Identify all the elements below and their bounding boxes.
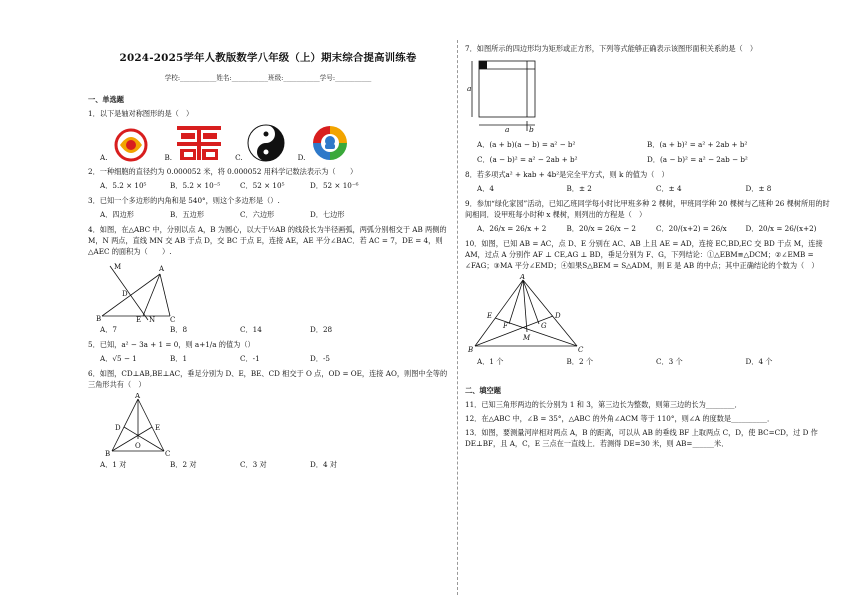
- figure-q10: [465, 274, 595, 354]
- q6-option-b: B．2 对: [170, 460, 197, 469]
- fig6-label-b: B: [105, 450, 111, 457]
- q1-option-b: B.: [164, 153, 173, 162]
- figure-q6: [104, 393, 174, 457]
- q5-option-a: A．√5 − 1: [100, 354, 137, 363]
- q3-option-b: B．五边形: [170, 210, 205, 219]
- q6-option-d: D．4 对: [310, 460, 337, 469]
- question-4: 4．如图，在△ABC 中，分别以点 A，B 为圆心，以大于½AB 的线段长为半径画弧，两弧分别相交于 AB 两侧的 M，N 两点，直线 MN 交 AB 于点 D，交 BC 于点 E，连接 AE，AE 平分∠BAC．若 AC = 7，DE = 4，则△AEC 的面积为（ ）.: [88, 225, 447, 256]
- fig10-label-c: C: [578, 346, 584, 354]
- q2-option-c: C．52 × 10⁵: [240, 181, 285, 190]
- question-1: 1．以下是轴对称图形的是（ ）: [88, 109, 194, 118]
- question-6: 6．如图，CD⊥AB,BE⊥AC，垂足分别为 D、E，BE、CD 相交于 O 点，OD = OE，连接 AO，则图中全等的三角形共有（ ）: [88, 369, 448, 389]
- fig7-label-b-top: b: [481, 61, 486, 70]
- question-10: 10．如图，已知 AB = AC，点 D、E 分别在 AC、AB 上且 AE = AD，连接 EC,BD,EC 交 BD 于点 M，连接 AM，过点 A 分别作 AF ⊥ CE,AG ⊥ BD，垂足分别为 F、G，下列结论：①△EBM≌△DCM；②∠EMB = ∠FAG；③MA 平分∠EMD；④如果S△BEM = S△ADM，则 E 是 AB 的中点；其中正确结论的个数为（ ）: [465, 239, 823, 270]
- fig10-label-f: F: [503, 322, 508, 330]
- question-3: 3．已知一个多边形的内角和是 540°，则这个多边形是（）.: [88, 196, 280, 205]
- q9-option-c: C．20/(x+2) = 26/x: [656, 224, 727, 233]
- fig10-label-e: E: [487, 312, 493, 320]
- q10-option-a: A．1 个: [477, 357, 504, 366]
- q4-option-a: A．7: [100, 325, 117, 334]
- q2-options: [100, 180, 448, 191]
- question-8: 8．若多项式a² + kab + 4b²是完全平方式，则 k 的值为（ ）: [465, 170, 669, 179]
- section-fill-in: 二、填空题: [465, 386, 501, 395]
- q8-option-d: D．± 8: [745, 184, 772, 193]
- fig4-label-d: D: [122, 290, 128, 298]
- q5-option-b: B．1: [170, 354, 188, 363]
- section-single-choice: 一、单选题: [88, 95, 124, 104]
- fig4-label-e: E: [136, 316, 142, 322]
- question-7: 7．如图所示的四边形均为矩形或正方形，下列等式能够正确表示该图形面积关系的是（ ）: [465, 44, 758, 53]
- q9-options: [477, 223, 835, 234]
- fig6-label-o: O: [135, 442, 141, 450]
- fig4-label-c: C: [170, 316, 176, 322]
- q4-option-c: C．14: [240, 325, 262, 334]
- q7-option-d: D．(a − b)² = a² − 2ab − b²: [647, 155, 748, 164]
- right-column: [465, 40, 835, 452]
- question-5: 5．已知，a² − 3a + 1 = 0，则 a+1/a 的值为（）: [88, 340, 255, 349]
- q8-option-b: B．± 2: [566, 184, 592, 193]
- q6-option-c: C．3 对: [240, 460, 267, 469]
- figure-q4: [96, 260, 186, 322]
- question-2: 2．一种细胞的直径约为 0.000052 米，将 0.000052 用科学记数法表示为（ ）: [88, 167, 358, 176]
- fig7-label-a-left: a: [467, 84, 472, 93]
- q5-option-d: D．-5: [310, 354, 330, 363]
- fig10-label-m: M: [523, 334, 531, 342]
- q3-options: [100, 209, 448, 220]
- column-divider: [457, 40, 458, 595]
- fig7-label-a-bottom: a: [505, 125, 510, 134]
- fig4-label-m: M: [114, 263, 122, 271]
- q1-options: [100, 123, 448, 163]
- q10-option-b: B．2 个: [566, 357, 594, 366]
- question-13: 13．如图，要测量河岸相对两点 A，B 的距离，可以从 AB 的垂线 BF 上取两点 C，D，使 BC=CD，过 D 作 DE⊥BF，且 A，C，E 三点在一直线上．若测得 DE=30 米，则 AB=______米．: [465, 428, 818, 448]
- q4-option-b: B．8: [170, 325, 188, 334]
- fig10-label-a: A: [520, 274, 526, 281]
- q6-options: [100, 459, 448, 470]
- q3-option-a: A．四边形: [100, 210, 134, 219]
- q9-option-d: D．20/x = 26/(x+2): [745, 224, 817, 233]
- fig6-label-c: C: [165, 450, 171, 457]
- q7-option-b: B．(a + b)² = a² + 2ab + b²: [647, 140, 748, 149]
- student-info-line: 学校:___________姓名:___________班级:___________学号:___________: [164, 74, 372, 82]
- q7-options-row1: [477, 139, 835, 150]
- fig10-label-d: D: [555, 312, 561, 320]
- q2-option-d: D．52 × 10⁻⁶: [310, 181, 359, 190]
- q10-options: [477, 356, 835, 367]
- q2-option-b: B．5.2 × 10⁻⁵: [170, 181, 221, 190]
- q1-option-d: D.: [297, 153, 306, 162]
- fig10-label-b: B: [468, 346, 474, 354]
- question-12: 12．在△ABC 中，∠B = 35°，△ABC 的外角∠ACM 等于 110°，则∠A 的度数是__________．: [465, 414, 775, 423]
- fig6-label-a: A: [135, 393, 141, 400]
- q10-option-c: C．3 个: [656, 357, 683, 366]
- q2-option-a: A．5.2 × 10⁵: [100, 181, 147, 190]
- q4-option-d: D．28: [310, 325, 333, 334]
- q5-option-c: C．-1: [240, 354, 260, 363]
- q8-options: [477, 183, 835, 194]
- question-9: 9．参加“绿化家园”活动，已知乙班同学每小时比甲班多种 2 棵树，甲班同学种 20 棵树与乙班种 26 棵树所用的时间相同．设甲班每小时种 x 棵树，则列出的方程是（ ）: [465, 199, 830, 219]
- q7-option-c: C．(a − b)² = a² − 2ab + b²: [477, 155, 578, 164]
- fig7-label-b-bottom: b: [529, 125, 534, 134]
- question-11: 11．已知三角形两边的长分别为 1 和 3，第三边长为整数，则第三边的长为________．: [465, 400, 742, 409]
- dragon-symbol-icon: [110, 127, 152, 163]
- fig10-label-g: G: [541, 322, 547, 330]
- q4-options: [100, 324, 448, 335]
- q10-option-d: D．4 个: [745, 357, 773, 366]
- left-column: [88, 40, 448, 474]
- fig6-label-d: D: [115, 424, 121, 432]
- q1-option-a: A.: [100, 153, 108, 162]
- q6-option-a: A．1 对: [100, 460, 127, 469]
- q7-options-row2: [477, 154, 835, 165]
- q3-option-d: D．七边形: [310, 210, 345, 219]
- q1-option-c: C.: [235, 153, 243, 162]
- fig4-label-a: A: [159, 265, 165, 273]
- double-happiness-icon: [175, 123, 223, 163]
- q9-option-b: B．20/x = 26/x − 2: [566, 224, 636, 233]
- q9-option-a: A．26/x = 26/x + 2: [477, 224, 547, 233]
- q5-options: [100, 353, 448, 364]
- q7-option-a: A．(a + b)(a − b) = a² − b²: [477, 140, 576, 149]
- fig4-label-n: N: [149, 316, 156, 322]
- q3-option-c: C．六边形: [240, 210, 275, 219]
- fig6-label-e: E: [155, 424, 161, 432]
- figure-q7: [467, 57, 547, 135]
- paper-title: 2024-2025学年人教版数学八年级（上）期末综合提高训练卷: [119, 52, 417, 64]
- colorful-ring-icon: [308, 123, 352, 163]
- q8-option-a: A．4: [477, 184, 494, 193]
- q8-option-c: C．± 4: [656, 184, 682, 193]
- fig4-label-b: B: [96, 315, 102, 322]
- yin-yang-icon: [246, 123, 286, 163]
